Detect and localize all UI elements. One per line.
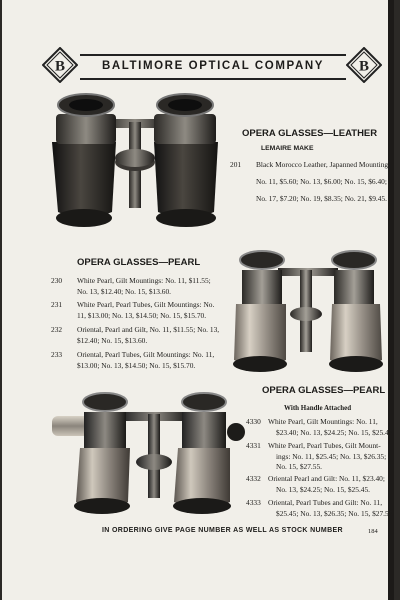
opera-glasses-pearl-image <box>228 250 386 376</box>
stock-number: 201 <box>230 160 242 169</box>
stock-number: 4332 <box>246 474 261 483</box>
item-text: Oriental, Pearl Tubes, Gilt Mountings: No. 11, <box>77 350 215 359</box>
item-text: ings: No. 11, $25.45; No. 13, $26.35; <box>276 451 387 461</box>
opera-glasses-leather-image <box>46 92 224 234</box>
section-title-pearl-handle: OPERA GLASSES—PEARL <box>262 385 386 396</box>
stock-number: 233 <box>51 350 63 359</box>
item-text: White Pearl, Pearl Tubes, Gilt Mount- <box>268 441 381 450</box>
section-subtitle-handle: With Handle Attached <box>284 404 352 412</box>
item-text: No. 13, $12.40; No. 15, $13.60. <box>77 286 172 296</box>
diamond-b-logo-icon <box>42 47 78 83</box>
item-text-line: No. 17, $7.20; No. 19, $8.35; No. 21, $9.45. <box>256 194 387 203</box>
stock-number: 232 <box>51 325 63 334</box>
logo-letter: B <box>358 58 370 75</box>
stock-number: 230 <box>51 276 63 285</box>
item-text: No. 15, $27.55. <box>276 462 322 471</box>
item-text: Black Morocco Leather, Japanned Mountings: <box>256 160 394 169</box>
stock-number: 4333 <box>246 498 261 507</box>
item-text-line: No. 11, $5.60; No. 13, $6.00; No. 15, $6.40; <box>256 177 387 186</box>
ordering-note: IN ORDERING GIVE PAGE NUMBER AS WELL AS STOCK NUMBER <box>102 527 343 534</box>
section-title-leather: OPERA GLASSES—LEATHER <box>242 128 378 139</box>
section-subtitle-leather: LEMAIRE MAKE <box>261 145 314 152</box>
item-text: Oriental, Pearl and Gilt, No. 11, $11.55; No. 13, <box>77 325 220 334</box>
item-text: $23.40; No. 13, $24.25; No. 15, $25.45. <box>276 427 394 437</box>
item-text: White Pearl, Gilt Mountings: No. 11, <box>268 417 378 426</box>
item-text: Oriental Pearl and Gilt: No. 11, $23.40; <box>268 474 385 483</box>
section-title-pearl: OPERA GLASSES—PEARL <box>77 257 201 268</box>
item-text: White Pearl, Gilt Mountings: No. 11, $11.55; <box>77 276 211 285</box>
diamond-b-logo-icon <box>346 47 382 83</box>
catalog-page <box>2 0 394 600</box>
item-text: Oriental, Pearl Tubes and Gilt: No. 11, <box>268 498 383 507</box>
company-header <box>42 44 382 88</box>
stock-number: 4330 <box>246 417 261 426</box>
logo-letter: B <box>54 58 66 75</box>
item-text: White Pearl, Pearl Tubes, Gilt Mountings: No. <box>77 300 215 309</box>
item-text: $13.00; No. 13, $14.50; No. 15, $15.70. <box>77 360 196 370</box>
company-name: BALTIMORE OPTICAL COMPANY <box>80 54 346 80</box>
stock-number: 231 <box>51 300 63 309</box>
page-number: 184 <box>368 528 378 535</box>
stock-number: 4331 <box>246 441 261 450</box>
item-text: No. 13, $24.25; No. 15, $25.45. <box>276 484 371 494</box>
item-text: 11, $13.00; No. 13, $14.50; No. 15, $15.70. <box>77 310 207 320</box>
item-text: $25.45; No. 13, $26.35; No. 15, $27.55. <box>276 508 394 518</box>
opera-glasses-handle-image <box>50 390 248 518</box>
item-text: $12.40; No. 15, $13.60. <box>77 335 148 345</box>
